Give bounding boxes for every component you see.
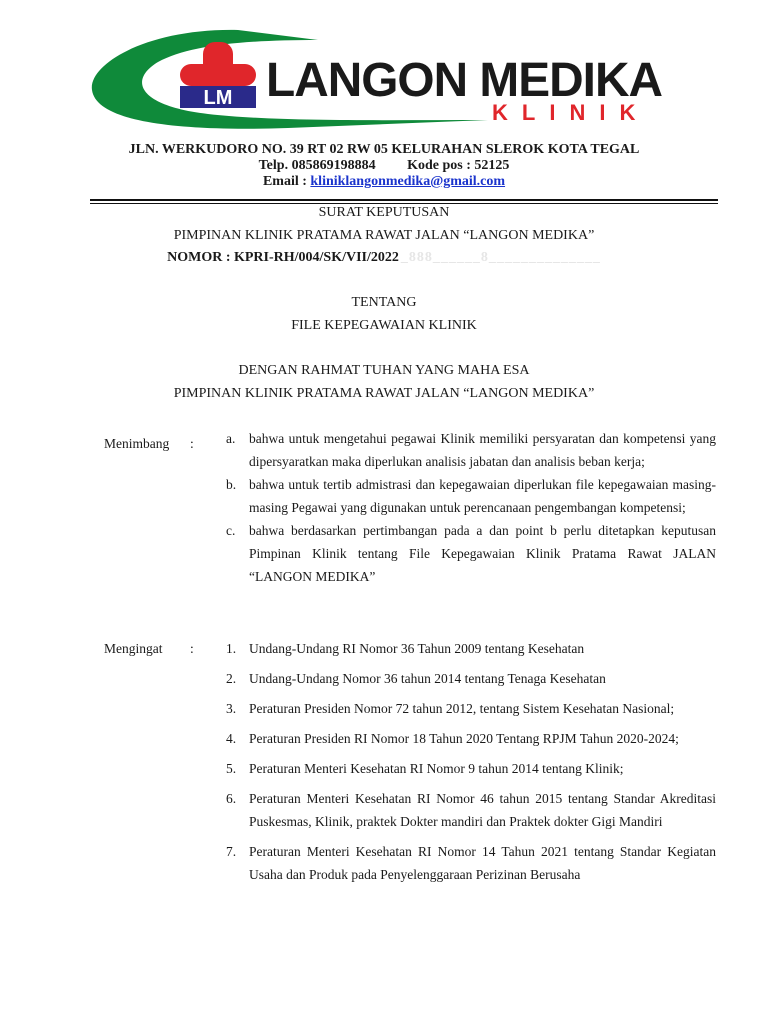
item-text: Undang-Undang Nomor 36 tahun 2014 tentang Tenaga Kesehatan xyxy=(249,671,606,686)
list-item xyxy=(226,427,716,473)
decree-number xyxy=(0,250,768,266)
item-marker: 1. xyxy=(226,641,237,656)
considering-label: Menimbang xyxy=(104,436,170,451)
list-item xyxy=(226,667,716,690)
considering-colon: : xyxy=(190,436,194,451)
item-text: Peraturan Menteri Kesehatan RI Nomor 14 Tahun 2021 tentang Standar Kegiatan Usaha dan Produk pada Penyelenggaraan Perizinan Berusaha xyxy=(249,844,716,882)
item-marker: 3. xyxy=(226,701,237,716)
list-item xyxy=(226,637,716,660)
about-subject: FILE KEPEGAWAIAN KLINIK xyxy=(291,318,477,333)
faded-number-artifact: _888______8______________ xyxy=(400,250,601,265)
item-marker: c. xyxy=(226,523,236,538)
phone: Telp. 085869198884 xyxy=(258,158,376,173)
item-text: bahwa untuk mengetahui pegawai Klinik memiliki persyaratan dan kompetensi yang dipersyaratkan maka diperlukan analisis jabatan dan analisis beban kerja; xyxy=(249,431,716,469)
blessing-line: DENGAN RAHMAT TUHAN YANG MAHA ESA xyxy=(238,363,530,378)
clinic-logo-graphic xyxy=(88,24,672,140)
recalling-colon: : xyxy=(190,641,194,656)
item-text: Peraturan Presiden Nomor 72 tahun 2012, tentang Sistem Kesehatan Nasional; xyxy=(249,701,675,716)
item-text: bahwa untuk tertib admistrasi dan kepegawaian diperlukan file kepegawaian masing-masing Pegawai yang digunakan untuk perencanaan pengembangan kompetensi; xyxy=(249,477,716,515)
item-marker: 5. xyxy=(226,761,237,776)
email-label: Email : xyxy=(262,174,307,189)
decree-issuer: PIMPINAN KLINIK PRATAMA RAWAT JALAN “LANGON MEDIKA” xyxy=(173,228,595,243)
item-text: Peraturan Menteri Kesehatan RI Nomor 46 tahun 2015 tentang Standar Akreditasi Puskesmas, Klinik, praktek Dokter mandiri dan Praktek dokter Gigi Mandiri xyxy=(249,791,716,829)
address-line: JLN. WERKUDORO NO. 39 RT 02 RW 05 KELURAHAN SLEROK KOTA TEGAL xyxy=(128,142,640,157)
list-item xyxy=(226,727,716,750)
recalling-label: Mengingat xyxy=(104,641,163,656)
email-link[interactable]: kliniklangonmedika@gmail.com xyxy=(310,174,506,189)
logo-initials: LM xyxy=(203,87,233,109)
list-item xyxy=(226,473,716,519)
about-label: TENTANG xyxy=(351,295,417,310)
recalling-list xyxy=(226,637,716,893)
item-marker: 7. xyxy=(226,844,237,859)
logo-subtitle: KLINIK xyxy=(492,100,650,125)
clinic-logo xyxy=(88,24,672,140)
email-line xyxy=(0,174,768,190)
item-marker: a. xyxy=(226,431,236,446)
contact-line xyxy=(0,158,768,174)
item-marker: 6. xyxy=(226,791,237,806)
decree-heading: SURAT KEPUTUSAN xyxy=(318,205,450,220)
header-divider xyxy=(90,199,718,201)
header-divider-thin xyxy=(90,203,718,204)
list-item xyxy=(226,787,716,833)
postal-code: Kode pos : 52125 xyxy=(407,158,510,173)
letterhead-address xyxy=(0,142,768,190)
decree-number-text: NOMOR : KPRI-RH/004/SK/VII/2022 xyxy=(167,250,399,265)
logo-name: LANGON MEDIKA xyxy=(266,54,663,107)
item-text: Peraturan Presiden RI Nomor 18 Tahun 2020 Tentang RPJM Tahun 2020-2024; xyxy=(249,731,679,746)
list-item xyxy=(226,519,716,588)
item-marker: b. xyxy=(226,477,237,492)
item-text: Peraturan Menteri Kesehatan RI Nomor 9 tahun 2014 tentang Klinik; xyxy=(249,761,624,776)
item-text: Undang-Undang RI Nomor 36 Tahun 2009 tentang Kesehatan xyxy=(249,641,585,656)
item-text: bahwa berdasarkan pertimbangan pada a dan point b perlu ditetapkan keputusan Pimpinan Klinik tentang File Kepegawaian Klinik Pratama Rawat JALAN “LANGON MEDIKA” xyxy=(249,523,716,584)
issuer-repeat: PIMPINAN KLINIK PRATAMA RAWAT JALAN “LANGON MEDIKA” xyxy=(173,386,595,401)
list-item xyxy=(226,840,716,886)
considering-list xyxy=(226,427,716,588)
list-item xyxy=(226,697,716,720)
item-marker: 2. xyxy=(226,671,237,686)
list-item xyxy=(226,757,716,780)
item-marker: 4. xyxy=(226,731,237,746)
